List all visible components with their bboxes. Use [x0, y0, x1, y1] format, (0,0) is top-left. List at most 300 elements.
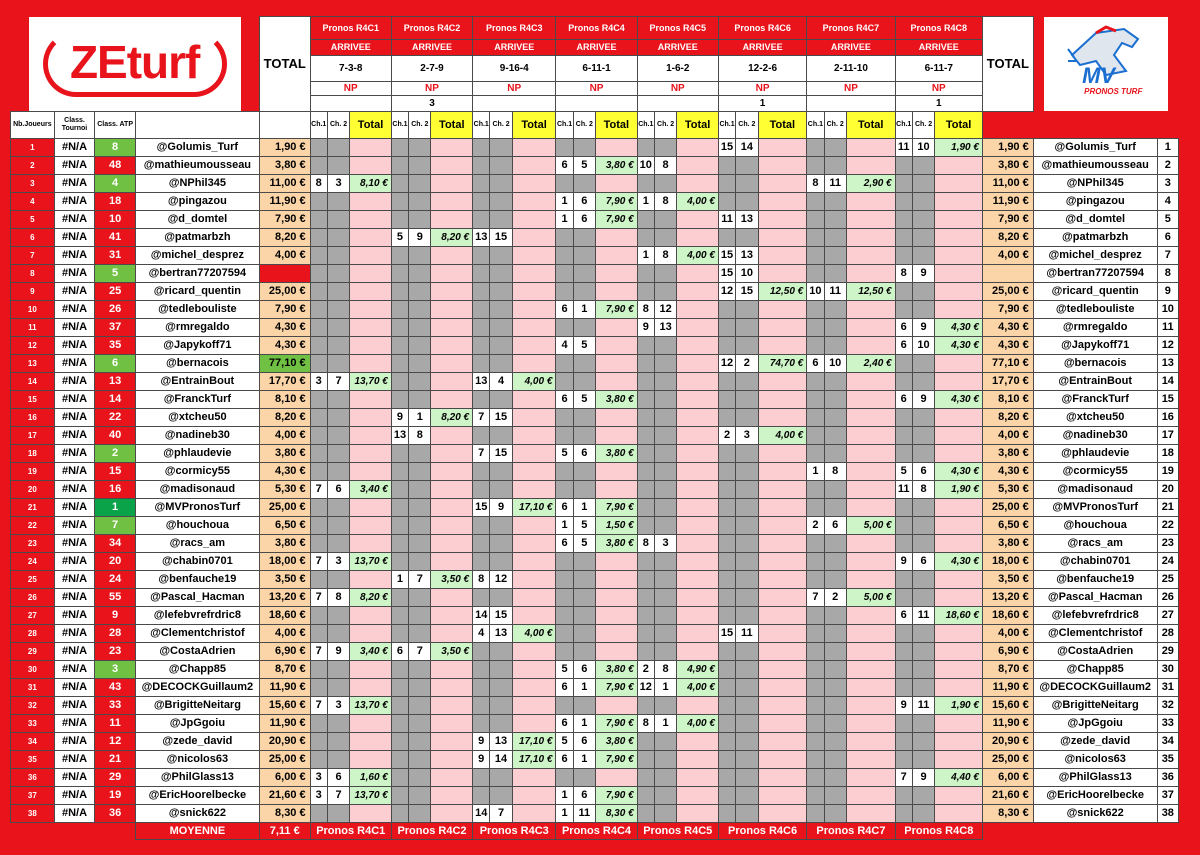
- pick-gain: [350, 534, 392, 552]
- table-row: [11, 498, 1179, 516]
- pick-ch1: [310, 678, 327, 696]
- pick-ch1: [718, 498, 735, 516]
- pick-gain: [350, 714, 392, 732]
- pick-gain: [935, 498, 983, 516]
- np-label-6: NP: [718, 81, 806, 95]
- row-number-right: 7: [1157, 246, 1178, 264]
- pick-gain: [846, 408, 895, 426]
- player-name: @bertran77207594: [135, 264, 259, 282]
- pick-ch2: [409, 552, 431, 570]
- row-number-right: 32: [1157, 696, 1178, 714]
- player-total-right: 8,30 €: [982, 804, 1033, 822]
- race-total-header: Total: [512, 111, 556, 138]
- player-name-right: @bertran77207594: [1033, 264, 1157, 282]
- pick-ch2: [824, 336, 846, 354]
- pick-ch2: 10: [912, 138, 934, 156]
- pick-ch1: [637, 624, 654, 642]
- pick-gain: [935, 174, 983, 192]
- pick-gain: [431, 498, 473, 516]
- pick-gain: [677, 588, 719, 606]
- np-value-8: 1: [895, 96, 982, 111]
- pick-ch2: [736, 696, 758, 714]
- race-name-5: Pronos R4C5: [637, 17, 718, 40]
- pick-gain: [431, 804, 473, 822]
- pick-gain: [512, 210, 556, 228]
- pick-gain: [677, 264, 719, 282]
- player-name: @Chapp85: [135, 660, 259, 678]
- player-total: 4,30 €: [259, 318, 310, 336]
- pick-ch1: [637, 228, 654, 246]
- np-value-1: [310, 96, 391, 111]
- pick-ch1: [556, 408, 573, 426]
- pick-ch2: [327, 210, 349, 228]
- pick-gain: 5,00 €: [846, 516, 895, 534]
- pick-ch1: [895, 228, 912, 246]
- pick-ch1: [473, 354, 490, 372]
- pick-gain: [596, 336, 638, 354]
- pick-ch1: [807, 246, 824, 264]
- pick-gain: [758, 210, 807, 228]
- pick-gain: [350, 516, 392, 534]
- table-row: [11, 210, 1179, 228]
- pick-gain: [596, 588, 638, 606]
- pick-ch1: [807, 552, 824, 570]
- pick-ch1: 7: [310, 642, 327, 660]
- row-number-right: 20: [1157, 480, 1178, 498]
- pick-ch1: [637, 174, 654, 192]
- race-total-header: Total: [350, 111, 392, 138]
- table-row: [11, 408, 1179, 426]
- pick-ch1: 6: [391, 642, 408, 660]
- pick-gain: 17,10 €: [512, 498, 556, 516]
- player-name: @d_domtel: [135, 210, 259, 228]
- pick-ch1: 8: [637, 714, 654, 732]
- pick-ch2: 14: [490, 750, 512, 768]
- pick-ch2: 9: [327, 642, 349, 660]
- pick-ch1: [556, 552, 573, 570]
- pick-ch2: [736, 516, 758, 534]
- pick-ch1: [718, 390, 735, 408]
- class-tournoi: #N/A: [54, 300, 95, 318]
- class-atp: 31: [95, 246, 136, 264]
- pick-gain: [596, 462, 638, 480]
- table-row: [11, 372, 1179, 390]
- pick-ch1: [718, 660, 735, 678]
- player-name: @DECOCKGuillaum2: [135, 678, 259, 696]
- player-total-right: 8,20 €: [982, 228, 1033, 246]
- pick-gain: [350, 282, 392, 300]
- arrivee-result-4: 6-11-1: [556, 56, 637, 82]
- player-total: 4,30 €: [259, 462, 310, 480]
- pick-ch2: [654, 264, 676, 282]
- pick-ch1: [637, 372, 654, 390]
- pick-ch2: [490, 642, 512, 660]
- pick-ch2: 3: [654, 534, 676, 552]
- pick-ch1: [391, 372, 408, 390]
- player-total-right: 6,90 €: [982, 642, 1033, 660]
- total-header-right: TOTAL: [982, 17, 1033, 112]
- pick-ch1: [895, 426, 912, 444]
- class-tournoi: #N/A: [54, 138, 95, 156]
- pick-ch2: [654, 354, 676, 372]
- row-number-right: 23: [1157, 534, 1178, 552]
- pick-ch2: [736, 156, 758, 174]
- pick-ch2: [327, 336, 349, 354]
- pick-gain: [677, 462, 719, 480]
- player-total: 6,00 €: [259, 768, 310, 786]
- pick-ch2: [490, 462, 512, 480]
- pick-ch2: 7: [327, 786, 349, 804]
- pick-ch2: [824, 444, 846, 462]
- pick-ch1: [895, 282, 912, 300]
- class-atp: 16: [95, 480, 136, 498]
- pick-ch2: [654, 426, 676, 444]
- pick-gain: 1,90 €: [935, 480, 983, 498]
- row-number-right: 22: [1157, 516, 1178, 534]
- class-atp: 13: [95, 372, 136, 390]
- player-total-right: 77,10 €: [982, 354, 1033, 372]
- pick-ch2: 5: [573, 390, 595, 408]
- pick-ch2: [912, 156, 934, 174]
- pick-ch1: [391, 714, 408, 732]
- class-atp: 23: [95, 642, 136, 660]
- pick-ch2: [573, 318, 595, 336]
- pick-ch2: [573, 138, 595, 156]
- pick-ch1: [310, 354, 327, 372]
- pick-ch1: [718, 750, 735, 768]
- pick-ch1: [391, 246, 408, 264]
- pick-gain: [758, 228, 807, 246]
- player-name: @tedlebouliste: [135, 300, 259, 318]
- player-total-right: 25,00 €: [982, 750, 1033, 768]
- pick-ch1: [807, 426, 824, 444]
- pick-gain: 3,50 €: [431, 642, 473, 660]
- player-total-right: 3,80 €: [982, 156, 1033, 174]
- pick-ch1: 6: [556, 156, 573, 174]
- pick-gain: 3,50 €: [431, 570, 473, 588]
- player-total-right: 8,70 €: [982, 660, 1033, 678]
- pick-gain: [677, 642, 719, 660]
- pick-gain: 4,00 €: [677, 192, 719, 210]
- pick-ch1: [807, 318, 824, 336]
- pick-ch2: 9: [912, 264, 934, 282]
- pick-gain: [512, 138, 556, 156]
- np-label-8: NP: [895, 81, 982, 95]
- pick-gain: [512, 678, 556, 696]
- pick-gain: 7,90 €: [596, 750, 638, 768]
- pick-gain: 7,90 €: [596, 192, 638, 210]
- pick-ch2: [736, 552, 758, 570]
- player-total-right: 18,00 €: [982, 552, 1033, 570]
- pick-gain: [758, 696, 807, 714]
- row-number: 14: [11, 372, 55, 390]
- pick-gain: [596, 408, 638, 426]
- pick-ch2: [327, 300, 349, 318]
- pick-ch2: [490, 318, 512, 336]
- pick-ch2: [490, 786, 512, 804]
- pick-ch1: [310, 516, 327, 534]
- pick-ch1: 5: [391, 228, 408, 246]
- player-total: 11,90 €: [259, 192, 310, 210]
- pick-ch1: [473, 714, 490, 732]
- pick-gain: [431, 444, 473, 462]
- pick-gain: [350, 426, 392, 444]
- pick-ch2: [327, 714, 349, 732]
- pick-gain: [596, 768, 638, 786]
- pick-ch1: [637, 768, 654, 786]
- pick-ch1: [895, 642, 912, 660]
- pick-ch1: [637, 804, 654, 822]
- pick-ch1: [473, 264, 490, 282]
- player-total-right: 6,00 €: [982, 768, 1033, 786]
- pick-ch2: [327, 282, 349, 300]
- pick-ch1: [391, 588, 408, 606]
- pick-ch1: 6: [895, 318, 912, 336]
- row-number: 32: [11, 696, 55, 714]
- pick-gain: [596, 426, 638, 444]
- row-number-right: 18: [1157, 444, 1178, 462]
- player-total-right: 3,80 €: [982, 534, 1033, 552]
- pick-ch1: [807, 570, 824, 588]
- player-total: 7,90 €: [259, 210, 310, 228]
- row-number-right: 33: [1157, 714, 1178, 732]
- pick-ch1: 7: [310, 552, 327, 570]
- pick-ch1: [473, 768, 490, 786]
- class-tournoi: #N/A: [54, 768, 95, 786]
- pick-gain: [677, 750, 719, 768]
- pick-ch1: [391, 282, 408, 300]
- pick-ch2: 8: [824, 462, 846, 480]
- pick-gain: [350, 462, 392, 480]
- race-name-2: Pronos R4C2: [391, 17, 472, 40]
- player-total-right: 4,00 €: [982, 624, 1033, 642]
- pick-ch2: [490, 174, 512, 192]
- pick-gain: 12,50 €: [846, 282, 895, 300]
- table-row: [11, 192, 1179, 210]
- pick-ch2: [327, 498, 349, 516]
- pick-ch2: 12: [654, 300, 676, 318]
- pick-ch1: [637, 480, 654, 498]
- pick-ch2: [654, 282, 676, 300]
- pick-gain: 3,80 €: [596, 390, 638, 408]
- arrivee-label-6: ARRIVEE: [718, 39, 806, 55]
- pick-ch1: 11: [895, 138, 912, 156]
- pick-gain: [677, 336, 719, 354]
- player-total-right: [982, 264, 1033, 282]
- pick-ch2: 1: [573, 714, 595, 732]
- pick-ch1: [718, 714, 735, 732]
- class-tournoi: #N/A: [54, 678, 95, 696]
- table-row: [11, 534, 1179, 552]
- pick-ch1: 15: [718, 246, 735, 264]
- row-number: 37: [11, 786, 55, 804]
- pick-ch1: [637, 210, 654, 228]
- name-header: [135, 111, 259, 138]
- pick-gain: [431, 462, 473, 480]
- pick-gain: [431, 660, 473, 678]
- pick-ch1: 6: [556, 750, 573, 768]
- pick-gain: [758, 300, 807, 318]
- player-total: 8,10 €: [259, 390, 310, 408]
- pick-ch1: [718, 480, 735, 498]
- pick-ch2: [912, 228, 934, 246]
- pick-gain: [846, 444, 895, 462]
- pick-ch1: [391, 462, 408, 480]
- pick-gain: [677, 732, 719, 750]
- player-total: 4,00 €: [259, 426, 310, 444]
- row-number: 5: [11, 210, 55, 228]
- ch1-header: Ch.1: [718, 111, 735, 138]
- pick-ch2: [327, 606, 349, 624]
- pick-ch2: 9: [490, 498, 512, 516]
- player-total-right: 3,80 €: [982, 444, 1033, 462]
- pick-gain: [596, 228, 638, 246]
- pick-ch1: [637, 588, 654, 606]
- pick-ch2: [912, 408, 934, 426]
- pick-ch2: [824, 390, 846, 408]
- pick-ch2: 6: [573, 192, 595, 210]
- pick-ch1: [807, 192, 824, 210]
- pick-ch1: [637, 462, 654, 480]
- pick-gain: [758, 714, 807, 732]
- arrivee-result-3: 9-16-4: [473, 56, 556, 82]
- pick-gain: [677, 372, 719, 390]
- pick-gain: [846, 372, 895, 390]
- pick-ch2: [327, 192, 349, 210]
- pick-ch2: [736, 786, 758, 804]
- pick-ch1: 6: [556, 678, 573, 696]
- player-total: 25,00 €: [259, 282, 310, 300]
- player-name: @nadineb30: [135, 426, 259, 444]
- pick-ch2: 1: [573, 678, 595, 696]
- pick-ch2: 8: [912, 480, 934, 498]
- player-total: 3,50 €: [259, 570, 310, 588]
- pick-gain: [846, 714, 895, 732]
- player-total-right: 11,90 €: [982, 192, 1033, 210]
- pick-ch2: [912, 300, 934, 318]
- pick-ch2: [654, 552, 676, 570]
- pick-gain: [758, 750, 807, 768]
- pick-gain: [431, 480, 473, 498]
- pick-ch1: [718, 642, 735, 660]
- pick-ch1: [895, 174, 912, 192]
- pick-ch2: [573, 282, 595, 300]
- player-total-right: 4,30 €: [982, 318, 1033, 336]
- class-atp: 1: [95, 498, 136, 516]
- pick-ch1: [556, 426, 573, 444]
- pick-ch2: [409, 336, 431, 354]
- class-atp: 10: [95, 210, 136, 228]
- player-total-right: 11,90 €: [982, 678, 1033, 696]
- pick-gain: 4,30 €: [935, 390, 983, 408]
- pick-ch1: 9: [473, 750, 490, 768]
- pick-gain: [431, 156, 473, 174]
- player-name-right: @nicolos63: [1033, 750, 1157, 768]
- pick-ch2: [912, 732, 934, 750]
- pick-ch1: [718, 408, 735, 426]
- pick-ch1: [310, 192, 327, 210]
- table-row: [11, 768, 1179, 786]
- pick-ch1: [391, 750, 408, 768]
- table-row: [11, 624, 1179, 642]
- player-total-right: 4,30 €: [982, 336, 1033, 354]
- race-name-7: Pronos R4C7: [807, 17, 895, 40]
- pick-ch2: [327, 444, 349, 462]
- pick-gain: 4,00 €: [677, 714, 719, 732]
- row-number-right: 9: [1157, 282, 1178, 300]
- pick-ch2: 6: [912, 552, 934, 570]
- ch1-header: Ch.1: [895, 111, 912, 138]
- pick-ch2: [824, 480, 846, 498]
- player-name-right: @mathieumousseau: [1033, 156, 1157, 174]
- pick-gain: [935, 444, 983, 462]
- pick-ch2: [490, 390, 512, 408]
- pick-gain: [431, 372, 473, 390]
- pick-ch1: [310, 156, 327, 174]
- pick-ch2: [654, 444, 676, 462]
- pick-ch1: [807, 660, 824, 678]
- pick-ch2: [654, 570, 676, 588]
- class-atp: 2: [95, 444, 136, 462]
- arrivee-result-2: 2-7-9: [391, 56, 472, 82]
- pick-gain: [512, 426, 556, 444]
- pick-gain: [846, 462, 895, 480]
- pick-ch1: 6: [895, 336, 912, 354]
- pick-ch1: [556, 318, 573, 336]
- player-name: @zede_david: [135, 732, 259, 750]
- pick-gain: [846, 192, 895, 210]
- ch2-header: Ch. 2: [490, 111, 512, 138]
- pick-gain: [431, 516, 473, 534]
- pick-ch1: [310, 336, 327, 354]
- pick-ch1: 15: [718, 264, 735, 282]
- pick-ch1: [310, 750, 327, 768]
- pick-ch2: 8: [654, 660, 676, 678]
- player-name-right: @DECOCKGuillaum2: [1033, 678, 1157, 696]
- arrivee-result-1: 7-3-8: [310, 56, 391, 82]
- class-atp: 41: [95, 228, 136, 246]
- pick-ch1: 12: [637, 678, 654, 696]
- pick-ch1: [310, 732, 327, 750]
- pick-gain: [846, 768, 895, 786]
- class-tournoi: #N/A: [54, 408, 95, 426]
- pick-gain: [758, 732, 807, 750]
- pick-ch2: [490, 678, 512, 696]
- pick-ch2: [327, 228, 349, 246]
- pick-ch2: [327, 408, 349, 426]
- pick-ch1: [807, 300, 824, 318]
- pick-gain: [512, 228, 556, 246]
- pick-ch1: 15: [473, 498, 490, 516]
- pick-ch2: [490, 714, 512, 732]
- pick-gain: [846, 138, 895, 156]
- pick-ch1: 6: [556, 498, 573, 516]
- player-total: 5,30 €: [259, 480, 310, 498]
- pick-ch2: [736, 804, 758, 822]
- pick-gain: 1,90 €: [935, 138, 983, 156]
- pick-ch1: [895, 300, 912, 318]
- pick-ch2: 15: [736, 282, 758, 300]
- footer-race-name-7: Pronos R4C7: [807, 822, 895, 839]
- row-number-right: 3: [1157, 174, 1178, 192]
- pick-gain: [677, 390, 719, 408]
- pick-ch2: [736, 318, 758, 336]
- pick-ch2: [736, 444, 758, 462]
- row-number-right: 19: [1157, 462, 1178, 480]
- pick-gain: [350, 624, 392, 642]
- pick-ch2: [912, 624, 934, 642]
- pick-ch2: [573, 606, 595, 624]
